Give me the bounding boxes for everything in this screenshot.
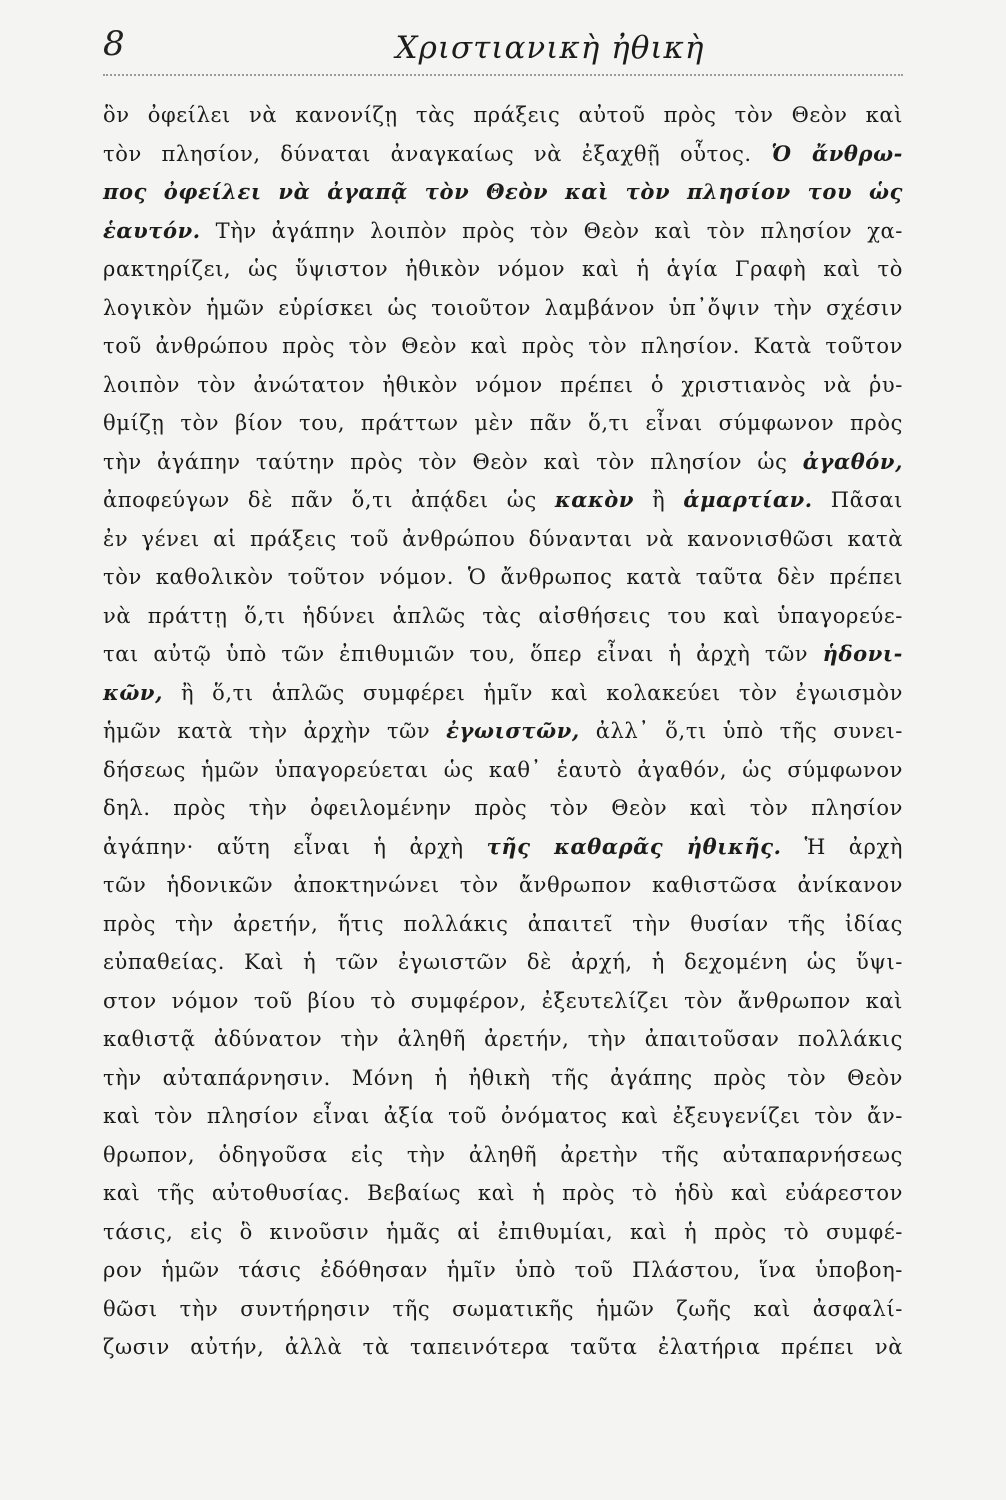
text-segment: ζωσιν αὐτήν, ἀλλὰ τὰ ταπεινότερα ταῦτα ἐλατήρια πρέπει νὰ (103, 1335, 903, 1359)
text-segment: θρωπον, ὁδηγοῦσα εἰς τὴν ἀληθῆ ἀρετὴν τῆς αὐταπαρνήσεως (103, 1142, 903, 1167)
emphasized-text: ἡδονι- (822, 641, 903, 666)
text-segment: ὃν ὀφείλει νὰ κανονίζῃ τὰς πράξεις αὐτοῦ πρὸς τὸν Θεὸν καὶ (103, 103, 903, 127)
text-segment: τὴν αὐταπάρνησιν. Μόνη ἡ ἠθικὴ τῆς ἀγάπης πρὸς τὸν Θεὸν (103, 1065, 903, 1090)
text-line (103, 1020, 903, 1059)
text-segment: λογικὸν ἡμῶν εὑρίσκει ὡς τοιοῦτον λαμβάνον ὑπ᾿ὄψιν τὴν σχέσιν (103, 295, 903, 320)
text-line (103, 1213, 903, 1252)
text-segment: τὴν ἀγάπην ταύτην πρὸς τὸν Θεὸν καὶ τὸν πλησίον ὡς (103, 449, 803, 474)
text-line (103, 943, 903, 982)
text-segment: τῶν ἡδονικῶν ἀποκτηνώνει τὸν ἄνθρωπον καθιστῶσα ἀνίκανον (103, 873, 903, 897)
text-line (103, 1174, 903, 1213)
text-line (103, 289, 903, 328)
text-segment: καὶ τὸν πλησίον εἶναι ἀξία τοῦ ὀνόματος καὶ ἐξευγενίζει τὸν ἄν- (103, 1104, 903, 1128)
text-line (103, 635, 903, 674)
body-text (103, 96, 903, 1367)
text-line (103, 1328, 903, 1367)
emphasized-text: ἑαυτόν. (103, 217, 201, 243)
text-line (103, 250, 903, 289)
text-line (103, 558, 903, 597)
text-line (103, 327, 903, 366)
text-line (103, 443, 903, 482)
text-segment: δήσεως ἡμῶν ὑπαγορεύεται ὡς καθ᾿ ἑαυτὸ ἀγαθόν, ὡς σύμφωνον (103, 757, 903, 782)
page-header (0, 0, 1006, 90)
text-segment: εὐπαθείας. Καὶ ἡ τῶν ἐγωιστῶν δὲ ἀρχή, ἡ δεχομένη ὡς ὕψι- (103, 950, 903, 974)
text-line (103, 597, 903, 636)
text-segment: ἀγάπην· αὕτη εἶναι ἡ ἀρχὴ (103, 834, 487, 859)
text-line (103, 1097, 903, 1136)
text-line (103, 212, 903, 251)
text-segment: θμίζῃ τὸν βίον του, πράττων μὲν πᾶν ὅ,τι εἶναι σύμφωνον πρὸς (103, 411, 903, 435)
text-segment: ἀποφεύγων δὲ πᾶν ὅ,τι ἀπᾴδει ὡς (103, 488, 555, 512)
text-segment: ἐν γένει αἱ πράξεις τοῦ ἀνθρώπου δύνανται νὰ κανονισθῶσι κατὰ (103, 526, 903, 551)
text-line (103, 366, 903, 405)
emphasized-text: κῶν, (103, 679, 164, 705)
text-segment: ἢ (634, 488, 684, 512)
text-segment: τάσις, εἰς ὃ κινοῦσιν ἡμᾶς αἱ ἐπιθυμίαι, καὶ ἡ πρὸς τὸ συμφέ- (103, 1219, 903, 1244)
text-line (103, 173, 903, 212)
text-segment: ται αὐτῷ ὑπὸ τῶν ἐπιθυμιῶν του, ὅπερ εἶναι ἡ ἀρχὴ τῶν (103, 642, 823, 666)
text-segment: ἡμῶν κατὰ τὴν ἀρχὴν τῶν (103, 719, 447, 743)
text-line (103, 905, 903, 944)
text-segment: ἢ ὅ,τι ἁπλῶς συμφέρει ἡμῖν καὶ κολακεύει τὸν ἐγωισμὸν (163, 680, 903, 705)
text-segment: ρον ἡμῶν τάσις ἐδόθησαν ἡμῖν ὑπὸ τοῦ Πλάστου, ἵνα ὑποβοη- (103, 1258, 903, 1282)
running-title: Χριστιανικὴ ἠθικὴ (395, 30, 705, 66)
text-line (103, 135, 903, 174)
text-segment: Πᾶσαι (812, 488, 903, 512)
emphasized-text: ἀγαθόν, (802, 448, 903, 474)
text-segment: ρακτηρίζει, ὡς ὕψιστον ἠθικὸν νόμον καὶ ἡ ἁγία Γραφὴ καὶ τὸ (103, 257, 903, 281)
text-segment: πρὸς τὴν ἀρετήν, ἥτις πολλάκις ἀπαιτεῖ τὴν θυσίαν τῆς ἰδίας (103, 911, 903, 936)
emphasized-text: ἁμαρτίαν. (683, 487, 813, 512)
text-line (103, 520, 903, 559)
text-segment: λοιπὸν τὸν ἀνώτατον ἠθικὸν νόμον πρέπει ὁ χριστιανὸς νὰ ῥυ- (103, 372, 903, 397)
text-line (103, 96, 903, 135)
text-segment: Ἡ ἀρχὴ (781, 834, 903, 859)
emphasized-text: κακὸν (554, 487, 635, 512)
emphasized-text: ἐγωιστῶν, (446, 718, 580, 743)
text-segment: θῶσι τὴν συντήρησιν τῆς σωματικῆς ἡμῶν ζωῆς καὶ ἀσφαλί- (103, 1296, 903, 1321)
text-line (103, 1136, 903, 1175)
text-line (103, 789, 903, 828)
text-line (103, 712, 903, 751)
text-line (103, 828, 903, 867)
text-line (103, 1251, 903, 1290)
text-line (103, 982, 903, 1021)
header-rule (103, 74, 903, 76)
text-line (103, 1290, 903, 1329)
text-segment: καθιστᾷ ἀδύνατον τὴν ἀληθῆ ἀρετήν, τὴν ἀπαιτοῦσαν πολλάκις (103, 1027, 903, 1051)
page-number: 8 (103, 24, 125, 64)
text-segment: τὸν καθολικὸν τοῦτον νόμον. Ὁ ἄνθρωπος κατὰ ταῦτα δὲν πρέπει (103, 565, 903, 589)
emphasized-text: τῆς καθαρᾶς ἠθικῆς. (486, 833, 782, 859)
emphasized-text: πος ὀφείλει νὰ ἀγαπᾷ τὸν Θεὸν καὶ τὸν πλησίον του ὡς (103, 179, 903, 204)
text-segment: καὶ τῆς αὐτοθυσίας. Βεβαίως καὶ ἡ πρὸς τὸ ἡδὺ καὶ εὐάρεστον (103, 1181, 903, 1205)
text-line (103, 481, 903, 520)
text-segment: τοῦ ἀνθρώπου πρὸς τὸν Θεὸν καὶ πρὸς τὸν πλησίον. Κατὰ τοῦτον (103, 334, 903, 358)
text-segment: τὸν πλησίον, δύναται ἀναγκαίως νὰ ἐξαχθῇ οὗτος. (103, 141, 772, 166)
text-line (103, 1059, 903, 1098)
text-line (103, 866, 903, 905)
text-line (103, 674, 903, 713)
text-segment: νὰ πράττῃ ὅ,τι ἡδύνει ἁπλῶς τὰς αἰσθήσεις του καὶ ὑπαγορεύε- (103, 603, 903, 628)
text-segment: ἀλλ᾿ ὅ,τι ὑπὸ τῆς συνει- (579, 719, 903, 743)
text-segment: στον νόμον τοῦ βίου τὸ συμφέρον, ἐξευτελίζει τὸν ἄνθρωπον καὶ (103, 988, 903, 1013)
text-segment: δηλ. πρὸς τὴν ὀφειλομένην πρὸς τὸν Θεὸν καὶ τὸν πλησίον (103, 796, 903, 820)
text-line (103, 404, 903, 443)
text-line (103, 751, 903, 790)
emphasized-text: Ὁ ἄνθρω- (771, 140, 904, 166)
text-segment: Τὴν ἀγάπην λοιπὸν πρὸς τὸν Θεὸν καὶ τὸν πλησίον χα- (200, 218, 903, 243)
